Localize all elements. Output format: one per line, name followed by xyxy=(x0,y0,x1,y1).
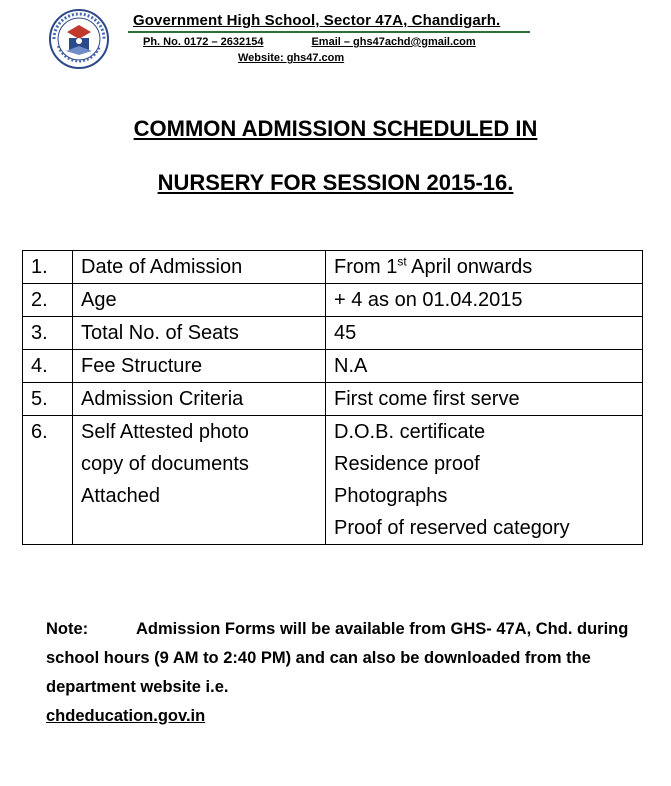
table-row xyxy=(23,350,643,383)
value-line: Proof of reserved category xyxy=(334,517,570,539)
row-number: 3. xyxy=(23,317,73,350)
row-value: 45 xyxy=(326,317,643,350)
table-row xyxy=(23,317,643,350)
row-value: N.A xyxy=(326,350,643,383)
phone-number: Ph. No. 0172 – 2632154 xyxy=(143,36,264,48)
header-divider xyxy=(128,31,530,33)
title-line-2: NURSERY FOR SESSION 2015-16. xyxy=(157,170,514,195)
value-text: April onwards xyxy=(406,256,533,278)
value-superscript: st xyxy=(397,254,407,269)
row-label: Date of Admission xyxy=(73,251,326,284)
value-line: Photographs xyxy=(334,485,448,507)
table-row xyxy=(23,383,643,416)
school-name: Government High School, Sector 47A, Chandigarh. xyxy=(133,12,501,29)
admission-table xyxy=(22,250,643,545)
row-number: 2. xyxy=(23,284,73,317)
row-number: 1. xyxy=(23,251,73,284)
row-label: Fee Structure xyxy=(73,350,326,383)
row-value: First come first serve xyxy=(326,383,643,416)
website: Website: ghs47.com xyxy=(238,52,345,64)
contact-line xyxy=(143,36,476,48)
row-label: Admission Criteria xyxy=(73,383,326,416)
row-number: 5. xyxy=(23,383,73,416)
row-label: Total No. of Seats xyxy=(73,317,326,350)
row-label xyxy=(73,416,326,545)
label-line: Attached xyxy=(81,485,160,507)
note-label: Note: xyxy=(46,620,89,638)
value-line: D.O.B. certificate xyxy=(334,421,486,443)
department-website-link[interactable]: chdeducation.gov.in xyxy=(46,707,206,725)
row-value: + 4 as on 01.04.2015 xyxy=(326,284,643,317)
value-text: From 1 xyxy=(334,256,398,278)
email-address: Email – ghs47achd@gmail.com xyxy=(311,36,476,48)
label-line: Self Attested photo xyxy=(81,421,249,443)
table-row xyxy=(23,284,643,317)
title-line-1: COMMON ADMISSION SCHEDULED IN xyxy=(133,116,538,141)
row-value xyxy=(326,251,643,284)
row-number: 6. xyxy=(23,416,73,545)
row-number: 4. xyxy=(23,350,73,383)
note-text: Admission Forms will be available from GHS- 47A, Chd. during school hours (9 AM to 2:40 PM) and can also be downloaded from the department website i.e. xyxy=(46,620,629,696)
value-line: Residence proof xyxy=(334,453,480,475)
table-row xyxy=(23,416,643,545)
school-logo xyxy=(48,8,110,70)
table-row xyxy=(23,251,643,284)
label-line: copy of documents xyxy=(81,453,249,475)
note-paragraph xyxy=(46,615,636,731)
row-value xyxy=(326,416,643,545)
row-label: Age xyxy=(73,284,326,317)
